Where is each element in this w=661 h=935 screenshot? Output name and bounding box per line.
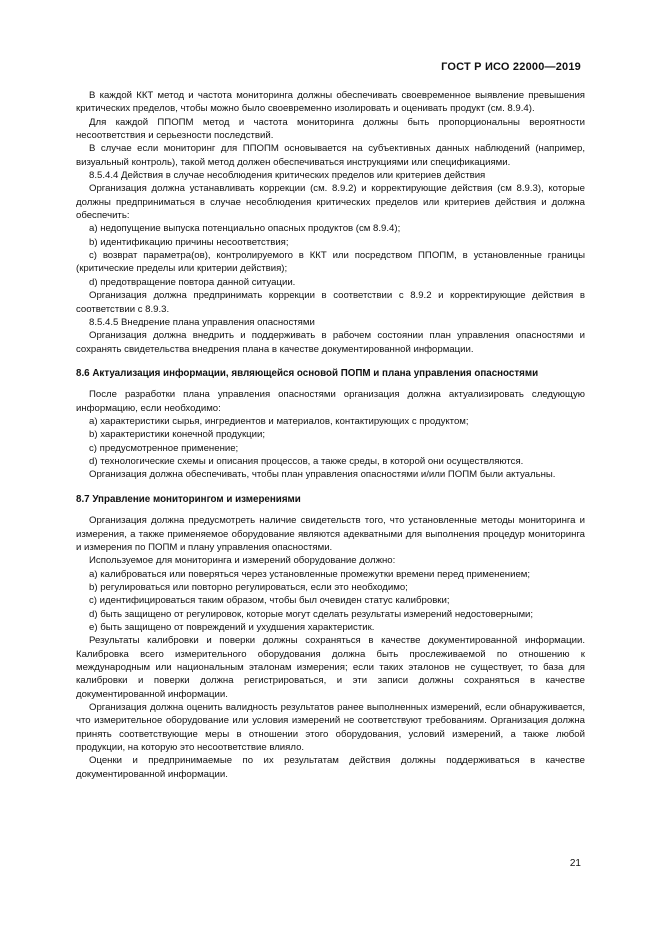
paragraph: Организация должна оценить валидность результатов ранее выполненных измерений, если обнаруживается, что измерительное оборудование или условия измерений не соответствуют требованиям. Организация должна принять соответствующие меры в отношении этого оборудования, условий измерений, а также любой продукции, на которую это несоответствие влияло. bbox=[76, 702, 585, 754]
list-item: b) идентификацию причины несоответствия; bbox=[89, 236, 289, 248]
paragraph: Оценки и предпринимаемые по их результатам действия должны поддерживаться в качестве документированной информации. bbox=[76, 755, 585, 780]
paragraph: Организация должна обеспечивать, чтобы план управления опасностями и/или ПОПМ были актуальны. bbox=[89, 469, 556, 481]
subsection-heading: 8.5.4.4 Действия в случае несоблюдения критических пределов или критериев действия bbox=[89, 170, 486, 182]
paragraph: Организация должна предпринимать коррекции в соответствии с 8.9.2 и корректирующие действия в соответствии с 8.9.3. bbox=[76, 290, 585, 315]
paragraph: В каждой ККТ метод и частота мониторинга должны обеспечивать своевременное выявление превышения критических пределов, чтобы можно было своевременно изолировать и оценивать продукт (см. 8.9.4). bbox=[76, 90, 585, 115]
paragraph: Результаты калибровки и поверки должны сохраняться в качестве документированной информации. Калибровка всего измерительного оборудования должна быть прослеживаемой по отношению к международным или национальным эталонам измерения; если таких эталонов не существует, то база для калибровки и поверки должна регистрироваться, и эти записи должны сохраняться в качестве документированной информации. bbox=[76, 635, 585, 700]
paragraph: Используемое для мониторинга и измерений оборудование должно: bbox=[89, 555, 396, 567]
paragraph: Организация должна предусмотреть наличие свидетельств того, что установленные методы мониторинга и измерения, а также применяемое оборудование являются адекватными для выполнения процедур мониторинга и измерения по ПОПМ и плану управления опасностями. bbox=[76, 515, 585, 553]
list-item: с) идентифицироваться таким образом, чтобы был очевиден статус калибровки; bbox=[89, 595, 450, 607]
paragraph: Организация должна устанавливать коррекции (см. 8.9.2) и корректирующие действия (см 8.9.3), которые должны предприниматься в случае несоблюдения критических пределов или критериев действия и должна обеспечить: bbox=[76, 183, 585, 222]
list-item: с) предусмотренное применение; bbox=[89, 442, 239, 454]
paragraph: Организация должна внедрить и поддерживать в рабочем состоянии план управления опасностями и сохранять свидетельства внедрения плана в качестве документированной информации. bbox=[76, 330, 585, 355]
list-item: b) характеристики конечной продукции; bbox=[89, 429, 266, 441]
list-item: d) технологические схемы и описания процессов, а также среды, в которой они осуществляются. bbox=[89, 456, 524, 468]
paragraph: После разработки плана управления опасностями организация должна актуализировать следующую информацию, если необходимо: bbox=[76, 389, 585, 414]
paragraph: Для каждой ППОПМ метод и частота мониторинга должны быть пропорциональны вероятности несоответствия и серьезности последствий. bbox=[76, 116, 585, 142]
subsection-heading: 8.5.4.5 Внедрение плана управления опасностями bbox=[89, 316, 315, 328]
list-item: b) регулироваться или повторно регулироваться, если это необходимо; bbox=[89, 582, 408, 593]
list-item: с) возврат параметра(ов), контролируемого в ККТ или посредством ППОПМ, в установленные границы (критические пределы или критерии действия); bbox=[76, 250, 585, 275]
list-item: а) калиброваться или поверяться через установленные промежутки времени перед применением; bbox=[89, 568, 531, 580]
page-number: 21 bbox=[569, 858, 581, 869]
list-item: d) предотвращение повтора данной ситуации. bbox=[89, 276, 296, 288]
list-item: а) характеристики сырья, ингредиентов и материалов, контактирующих с продуктом; bbox=[89, 416, 469, 428]
section-heading-8-6: 8.6 Актуализация информации, являющейся основой ПОПМ и плана управления опасностями bbox=[76, 367, 539, 379]
document-header: ГОСТ Р ИСО 22000—2019 bbox=[441, 61, 581, 73]
list-item: а) недопущение выпуска потенциально опасных продуктов (см 8.9.4); bbox=[89, 223, 401, 235]
list-item: d) быть защищено от регулировок, которые могут сделать результаты измерений недостоверными; bbox=[89, 608, 534, 620]
paragraph: В случае если мониторинг для ППОПМ основывается на субъективных данных наблюдений (например, визуальный контроль), такой метод должен обеспечиваться инструкциями или спецификациями. bbox=[76, 143, 585, 168]
section-heading-8-7: 8.7 Управление мониторингом и измерениями bbox=[76, 493, 301, 505]
document-body bbox=[76, 89, 585, 781]
list-item: е) быть защищено от повреждений и ухудшения характеристик. bbox=[89, 622, 375, 634]
